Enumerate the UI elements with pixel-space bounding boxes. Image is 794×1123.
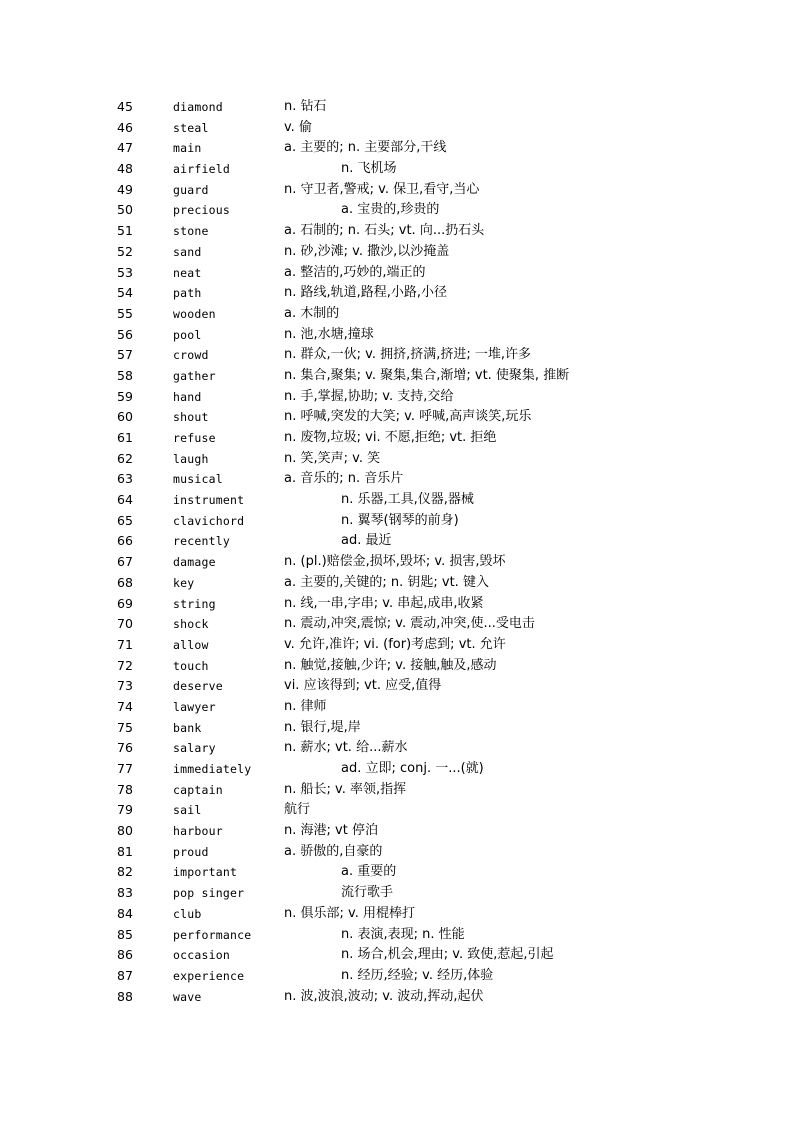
entry-definition: n. 俱乐部; v. 用棍棒打 <box>284 905 415 921</box>
entry-number: 81 <box>117 843 133 859</box>
entry-number: 83 <box>117 885 133 901</box>
vocab-row <box>0 490 794 511</box>
vocab-row <box>0 304 794 325</box>
entry-word: captain <box>173 782 223 797</box>
entry-word: proud <box>173 844 209 859</box>
vocab-row <box>0 97 794 118</box>
entry-word: stone <box>173 224 209 239</box>
entry-number: 58 <box>117 367 133 383</box>
entry-word: performance <box>173 927 252 942</box>
entry-number: 47 <box>117 140 133 156</box>
entry-definition: n. 波,波浪,波动; v. 波动,挥动,起伏 <box>284 988 484 1004</box>
vocab-row <box>0 469 794 490</box>
vocab-row <box>0 656 794 677</box>
entry-number: 66 <box>117 533 133 549</box>
entry-word: steal <box>173 120 209 135</box>
entry-word: harbour <box>173 824 223 839</box>
vocab-row <box>0 800 794 821</box>
entry-number: 46 <box>117 119 133 135</box>
entry-definition: n. 群众,一伙; v. 拥挤,挤满,挤进; 一堆,许多 <box>284 347 532 363</box>
entry-definition: n. 线,一串,字串; v. 串起,成串,收紧 <box>284 595 484 611</box>
entry-word: recently <box>173 534 230 549</box>
vocab-row <box>0 118 794 139</box>
entry-word: airfield <box>173 162 230 177</box>
entry-word: guard <box>173 182 209 197</box>
vocab-row <box>0 842 794 863</box>
entry-number: 68 <box>117 574 133 590</box>
entry-word: lawyer <box>173 699 216 714</box>
entry-word: wave <box>173 989 202 1004</box>
entry-number: 51 <box>117 223 133 239</box>
entry-definition: a. 木制的 <box>284 305 340 321</box>
entry-word: clavichord <box>173 513 245 528</box>
vocab-row <box>0 635 794 656</box>
entry-word: laugh <box>173 451 209 466</box>
vocab-row <box>0 676 794 697</box>
entry-number: 77 <box>117 761 133 776</box>
entry-number: 88 <box>117 988 133 1004</box>
entry-definition: n. 飞机场 <box>341 161 397 177</box>
entry-number: 61 <box>117 430 133 445</box>
entry-number: 80 <box>117 823 133 839</box>
entry-word: main <box>173 141 202 156</box>
entry-word: key <box>173 575 195 590</box>
entry-number: 78 <box>117 781 133 797</box>
entry-definition: n. (pl.)赔偿金,损坏,毁坏; v. 损害,毁坏 <box>284 554 506 570</box>
entry-definition: v. 偷 <box>284 119 312 135</box>
entry-word: immediately <box>173 762 252 776</box>
entry-number: 60 <box>117 409 133 425</box>
entry-number: 63 <box>117 471 133 487</box>
entry-definition: n. 守卫者,警戒; v. 保卫,看守,当心 <box>284 181 480 197</box>
entry-definition: vi. 应该得到; vt. 应受,值得 <box>284 678 442 694</box>
entry-number: 57 <box>117 347 133 363</box>
entry-definition: n. 海港; vt 停泊 <box>284 823 378 839</box>
entry-number: 73 <box>117 678 133 694</box>
vocab-row <box>0 945 794 966</box>
entry-number: 52 <box>117 243 133 259</box>
entry-definition: n. 砂,沙滩; v. 撒沙,以沙掩盖 <box>284 243 450 259</box>
entry-number: 65 <box>117 512 133 528</box>
entry-word: salary <box>173 741 216 756</box>
entry-number: 82 <box>117 864 133 880</box>
vocab-row <box>0 325 794 346</box>
entry-word: touch <box>173 658 209 673</box>
entry-definition: n. 笑,笑声; v. 笑 <box>284 450 381 466</box>
entry-definition: n. 废物,垃圾; vi. 不愿,拒绝; vt. 拒绝 <box>284 430 497 445</box>
vocab-row <box>0 345 794 366</box>
vocab-row <box>0 697 794 718</box>
entry-definition: n. 池,水塘,撞球 <box>284 326 374 342</box>
entry-number: 59 <box>117 388 133 404</box>
entry-definition: n. 触觉,接触,少许; v. 接触,触及,感动 <box>284 657 497 673</box>
entry-definition: n. 律师 <box>284 698 327 714</box>
entry-word: allow <box>173 637 209 652</box>
entry-definition: a. 主要的,关键的; n. 钥匙; vt. 键入 <box>284 574 489 590</box>
vocab-row <box>0 159 794 180</box>
vocab-row <box>0 449 794 470</box>
entry-word: sand <box>173 244 202 259</box>
entry-word: wooden <box>173 306 216 321</box>
vocab-row <box>0 573 794 594</box>
vocab-row <box>0 138 794 159</box>
entry-number: 53 <box>117 264 133 280</box>
entry-definition: n. 场合,机会,理由; v. 致使,惹起,引起 <box>341 947 554 963</box>
vocab-row <box>0 263 794 284</box>
entry-word: string <box>173 596 216 611</box>
vocab-row <box>0 283 794 304</box>
entry-word: precious <box>173 203 230 218</box>
entry-number: 86 <box>117 947 133 963</box>
entry-number: 50 <box>117 202 133 218</box>
entry-number: 69 <box>117 595 133 611</box>
entry-number: 45 <box>117 99 133 114</box>
entry-word: bank <box>173 720 202 735</box>
entry-definition: a. 主要的; n. 主要部分,干线 <box>284 140 447 156</box>
entry-word: deserve <box>173 679 223 694</box>
entry-word: instrument <box>173 493 245 508</box>
vocab-row <box>0 862 794 883</box>
entry-number: 62 <box>117 450 133 466</box>
entry-number: 67 <box>117 554 133 570</box>
entry-definition: v. 允许,准许; vi. (for)考虑到; vt. 允许 <box>284 636 506 652</box>
entry-word: path <box>173 286 202 301</box>
entry-definition: n. 银行,堤,岸 <box>284 719 361 735</box>
entry-word: pool <box>173 327 202 342</box>
entry-definition: n. 表演,表现; n. 性能 <box>341 926 465 942</box>
entry-word: gather <box>173 368 216 383</box>
entry-definition: a. 宝贵的,珍贵的 <box>341 202 440 218</box>
vocab-row <box>0 883 794 904</box>
entry-definition: ad. 立即; conj. 一...(就) <box>341 761 484 776</box>
entry-number: 76 <box>117 740 133 756</box>
vocab-row <box>0 966 794 987</box>
entry-number: 74 <box>117 698 133 714</box>
entry-definition: n. 钻石 <box>284 99 327 114</box>
vocab-row <box>0 511 794 532</box>
vocab-row <box>0 531 794 552</box>
vocab-row <box>0 718 794 739</box>
entry-number: 79 <box>117 802 133 818</box>
entry-word: shout <box>173 410 209 425</box>
vocab-row <box>0 407 794 428</box>
entry-word: hand <box>173 389 202 404</box>
entry-number: 71 <box>117 636 133 652</box>
entry-definition: n. 薪水; vt. 给...薪水 <box>284 740 408 756</box>
vocab-row <box>0 614 794 635</box>
entry-word: musical <box>173 472 223 487</box>
entry-definition: n. 路线,轨道,路程,小路,小径 <box>284 285 448 301</box>
vocab-row <box>0 821 794 842</box>
entry-word: damage <box>173 555 216 570</box>
entry-definition: 流行歌手 <box>341 885 394 901</box>
vocab-row <box>0 759 794 780</box>
vocab-row <box>0 780 794 801</box>
entry-definition: n. 手,掌握,协助; v. 支持,交给 <box>284 388 454 404</box>
entry-word: club <box>173 906 202 921</box>
entry-number: 55 <box>117 305 133 321</box>
entry-number: 84 <box>117 905 133 921</box>
vocab-row <box>0 987 794 1008</box>
entry-number: 87 <box>117 967 133 983</box>
entry-number: 56 <box>117 326 133 342</box>
entry-definition: n. 乐器,工具,仪器,器械 <box>341 492 474 508</box>
entry-definition: n. 集合,聚集; v. 聚集,集合,渐增; vt. 使聚集, 推断 <box>284 367 570 383</box>
entry-number: 54 <box>117 285 133 301</box>
entry-definition: n. 翼琴(钢琴的前身) <box>341 512 459 528</box>
entry-definition: a. 重要的 <box>341 864 397 880</box>
entry-word: pop singer <box>173 886 245 901</box>
entry-definition: n. 呼喊,突发的大笑; v. 呼喊,高声谈笑,玩乐 <box>284 409 532 425</box>
entry-definition: a. 音乐的; n. 音乐片 <box>284 471 404 487</box>
vocab-row <box>0 552 794 573</box>
entry-definition: n. 震动,冲突,震惊; v. 震动,冲突,使...受电击 <box>284 616 535 632</box>
vocab-row <box>0 221 794 242</box>
entry-word: crowd <box>173 348 209 363</box>
entry-word: sail <box>173 803 202 818</box>
entry-number: 70 <box>117 616 133 632</box>
entry-definition: 航行 <box>284 802 311 818</box>
vocab-row <box>0 428 794 449</box>
entry-definition: ad. 最近 <box>341 533 392 549</box>
entry-definition: a. 整洁的,巧妙的,端正的 <box>284 264 426 280</box>
vocab-row <box>0 200 794 221</box>
entry-definition: n. 经历,经验; v. 经历,体验 <box>341 967 494 983</box>
entry-number: 75 <box>117 719 133 735</box>
entry-number: 85 <box>117 926 133 942</box>
entry-number: 48 <box>117 161 133 177</box>
entry-definition: a. 石制的; n. 石头; vt. 向...扔石头 <box>284 223 485 239</box>
entry-word: refuse <box>173 431 216 445</box>
entry-word: important <box>173 865 238 880</box>
vocab-row <box>0 904 794 925</box>
vocab-row <box>0 366 794 387</box>
vocab-row <box>0 180 794 201</box>
vocab-row <box>0 738 794 759</box>
entry-definition: n. 船长; v. 率领,指挥 <box>284 781 407 797</box>
entry-word: experience <box>173 968 245 983</box>
vocabulary-list <box>0 97 794 1007</box>
vocab-row <box>0 387 794 408</box>
entry-word: occasion <box>173 948 230 963</box>
entry-word: diamond <box>173 100 223 114</box>
entry-word: neat <box>173 265 202 280</box>
entry-word: shock <box>173 617 209 632</box>
entry-definition: a. 骄傲的,自豪的 <box>284 843 383 859</box>
entry-number: 72 <box>117 657 133 673</box>
entry-number: 64 <box>117 492 133 508</box>
vocab-row <box>0 242 794 263</box>
entry-number: 49 <box>117 181 133 197</box>
vocab-row <box>0 925 794 946</box>
vocab-row <box>0 594 794 615</box>
